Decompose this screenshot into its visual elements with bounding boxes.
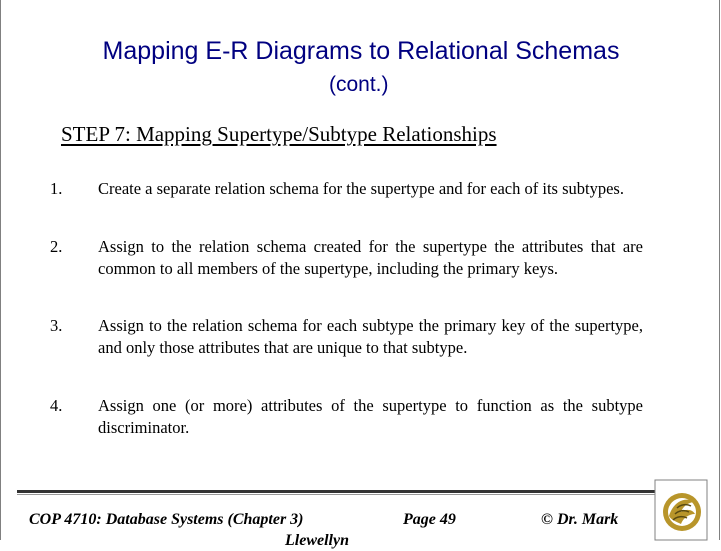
list-item-number: 3. (50, 316, 63, 335)
footer-divider (17, 490, 657, 493)
list-item-text: Assign to the relation schema created for the supertype the attributes that are common to all members of the supertype, including the primary keys. (98, 237, 643, 278)
footer-page-number: Page 49 (403, 511, 456, 528)
footer-author: © Dr. Mark (541, 511, 619, 528)
list-item-number: 2. (50, 237, 63, 256)
step-heading: STEP 7: Mapping Supertype/Subtype Relationships (61, 122, 497, 146)
list-item-text: Assign one (or more) attributes of the supertype to function as the subtype discriminator. (98, 396, 643, 437)
footer-course: COP 4710: Database Systems (Chapter 3) (29, 511, 304, 528)
ucf-pegasus-logo-icon (655, 480, 707, 540)
footer-author-overflow: Llewellyn (285, 532, 349, 549)
footer-divider-shadow (17, 494, 657, 495)
list-item-number: 4. (50, 396, 63, 415)
list-item-text: Create a separate relation schema for the supertype and for each of its subtypes. (98, 179, 624, 198)
slide-title: Mapping E-R Diagrams to Relational Schemas (102, 37, 620, 65)
slide-footer (1, 490, 721, 549)
list-item-text: Assign to the relation schema for each subtype the primary key of the supertype, and only those attributes that are unique to that subtype. (98, 316, 643, 357)
slide-subtitle: (cont.) (329, 73, 389, 96)
list-item-number: 1. (50, 179, 63, 198)
